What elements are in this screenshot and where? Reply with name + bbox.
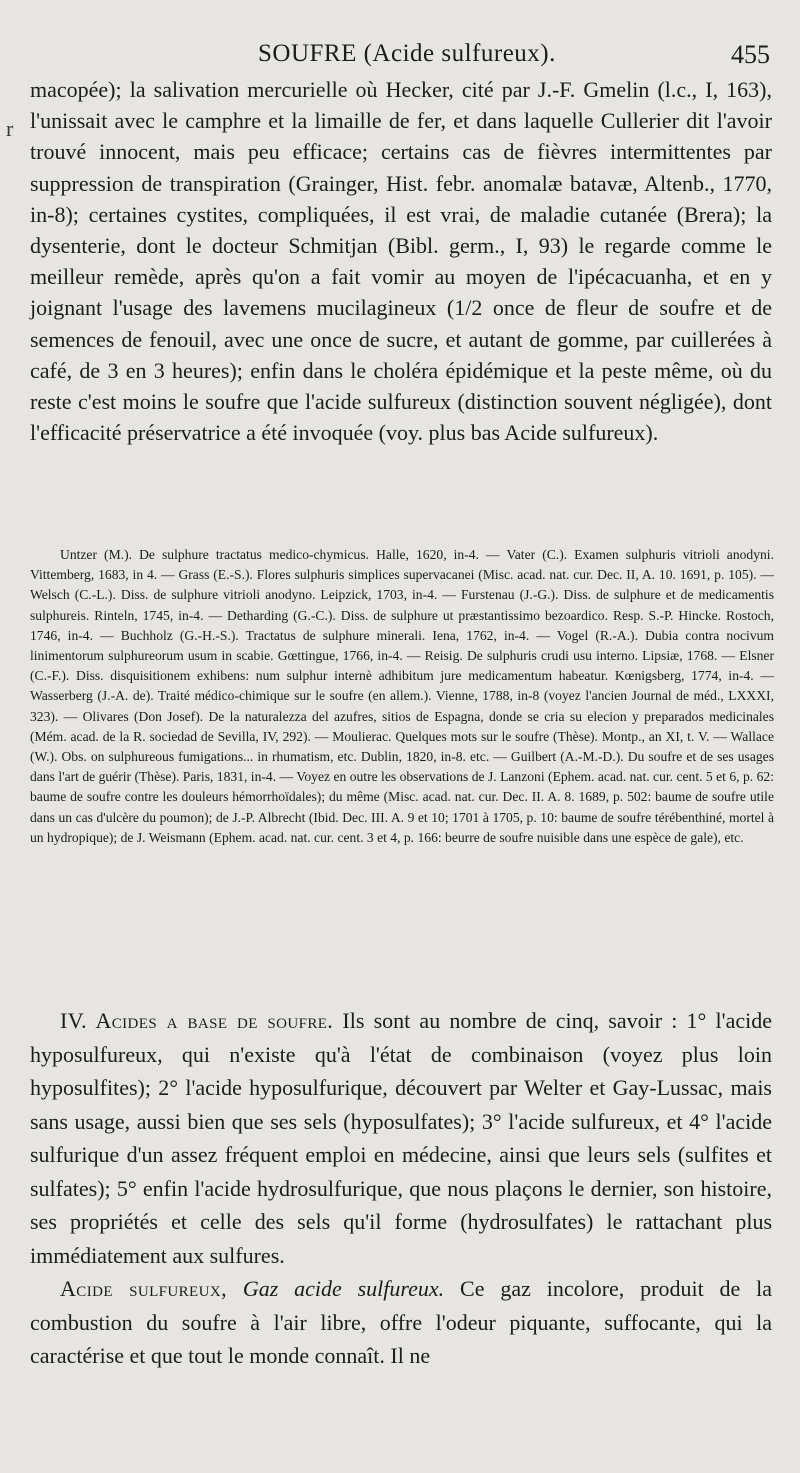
section-iv-paragraph — [30, 1004, 772, 1272]
section-iv-text: Ils sont au nombre de cinq, savoir : 1° l'acide hyposulfureux, qui n'existe qu'à l'état de combinaison (voyez plus loin hyposulfites); 2° l'acide hyposulfurique, découvert par Welter et Gay-Lussac, mais sans usage, aussi bien que ses sels (hyposulfates); 3° l'acide sulfureux, et 4° l'acide sulfurique d'un assez fréquent emploi en médecine, ainsi que leurs sels (sulfites et sulfates); 5° enfin l'acide hydrosulfurique, que nous plaçons le dernier, son histoire, ses propriétés et celle des sels qu'il forme (hydrosulfates) le rattachant plus immédiatement aux sulfures. — [30, 1008, 772, 1268]
section-iv-heading: IV. Acides a base de soufre. — [60, 1008, 334, 1033]
body-text — [30, 74, 772, 448]
body-paragraph: macopée); la salivation mercurielle où Hecker, cité par J.-F. Gmelin (l.c., I, 163), l'unissait avec le camphre et la limaille de fer, et dans laquelle Cullerier dit l'avoir trouvé innocent, mais peu efficace; certains cas de fièvres intermittentes par suppression de transpiration (Grainger, Hist. febr. anomalæ batavæ, Altenb., 1770, in-8); certaines cystites, compliquées, il est vrai, de maladie cutanée (Brera); la dysenterie, dont le docteur Schmitjan (Bibl. germ., I, 93) le regarde comme le meilleur remède, après qu'on a fait vomir au moyen de l'ipécacuanha, et en y joignant l'usage des lavemens mucilagineux (1/2 once de fleur de soufre et de semences de fenouil, avec une once de sucre, et autant de gomme, par cuillerées à café, de 3 en 3 heures); enfin dans le choléra épidémique et la peste même, où du reste c'est moins le soufre que l'acide sulfureux (distinction souvent négligée), dont l'efficacité préservatrice a été invoquée (voy. plus bas Acide sulfureux). — [30, 77, 772, 446]
section-iv — [30, 1004, 772, 1373]
margin-mark: r — [6, 116, 14, 141]
page-number: 455 — [731, 40, 770, 69]
bibliography-paragraph: Untzer (M.). De sulphure tractatus medico-chymicus. Halle, 1620, in-4. — Vater (C.). Examen sulphuris vitrioli anodyni. Vittemberg, 1683, in 4. — Grass (E.-S.). Flores sulphuris simplices supervacanei (Misc. acad. nat. cur. Dec. II, A. 10. 1691, p. 105). — Welsch (C.-L.). Diss. de sulphure vitrioli anodyno. Leipzick, 1703, in-4. — Furstenau (J.-G.). Diss. de sulphure et de medicamentis sulphureis. Rinteln, 1745, in-4. — Detharding (G.-C.). Diss. de sulphure ut præstantissimo bezoardico. Resp. S.-P. Hincke. Rostoch, 1746, in-4. — Buchholz (G.-H.-S.). Tractatus de sulphure minerali. Iena, 1762, in-4. — Vogel (R.-A.). Dubia contra nocivum linimentorum sulphureorum usum in scabie. Gœttingue, 1766, in-4. — Reisig. De sulphuris crudi usu interno. Lipsiæ, 1768. — Elsner (C.-F.). Diss. disquisitionem exhibens: num sulphur internè adhibitum jure medicamentum habeatur. Kœnigsberg, 1774, in-4. — Wasserberg (J.-A. de). Traité médico-chimique sur le soufre (en allem.). Vienne, 1788, in-8 (voyez l'ancien Journal de méd., LXXXI, 323). — Olivares (Don Josef). De la naturalezza del azufres, sitios de Espagna, donde se cria su elecion y preparados medicinales (Mém. acad. de la R. sociedad de Sevilla, IV, 292). — Moulierac. Quelques mots sur le soufre (Thèse). Montp., an XI, t. V. — Wallace (W.). Obs. on sulphureous fumigations... in rhumatism, etc. Dublin, 1820, in-8. etc. — Guilbert (A.-M.-D.). Du soufre et de ses usages dans l'art de guérir (Thèse). Paris, 1831, in-4. — Voyez en outre les observations de J. Lanzoni (Ephem. acad. nat. cur. cent. 5 et 6, p. 62: baume de soufre contre les douleurs hémorrhoïdales); du même (Misc. acad. nat. cur. Dec. II. A. 8. 1689, p. 502: baume de soufre utile dans un cas d'ulcère du poumon); de J.-P. Albrecht (Ibid. Dec. III. A. 9 et 10; 1701 à 1705, p. 10: baume de soufre térébenthiné, mortel à un hydropique); de J. Weismann (Ephem. acad. nat. cur. cent. 3 et 4, p. 166: beurre de soufre nuisible dans une espèce de gale), etc. — [30, 547, 774, 845]
acide-sulfureux-text: Ce gaz incolore, produit de la combustion du soufre à l'air libre, offre l'odeur piquante, suffocante, qui la caractérise et que tout le monde connaît. Il ne — [30, 1276, 773, 1368]
bibliography — [30, 545, 774, 848]
page-header — [30, 0, 770, 69]
running-head: SOUFRE (Acide sulfureux). — [258, 40, 556, 67]
acide-sulfureux-heading: Acide sulfureux, — [60, 1276, 227, 1301]
acide-sulfureux-subheading: Gaz acide sulfureux. — [242, 1276, 445, 1301]
acide-sulfureux-paragraph — [30, 1272, 772, 1373]
